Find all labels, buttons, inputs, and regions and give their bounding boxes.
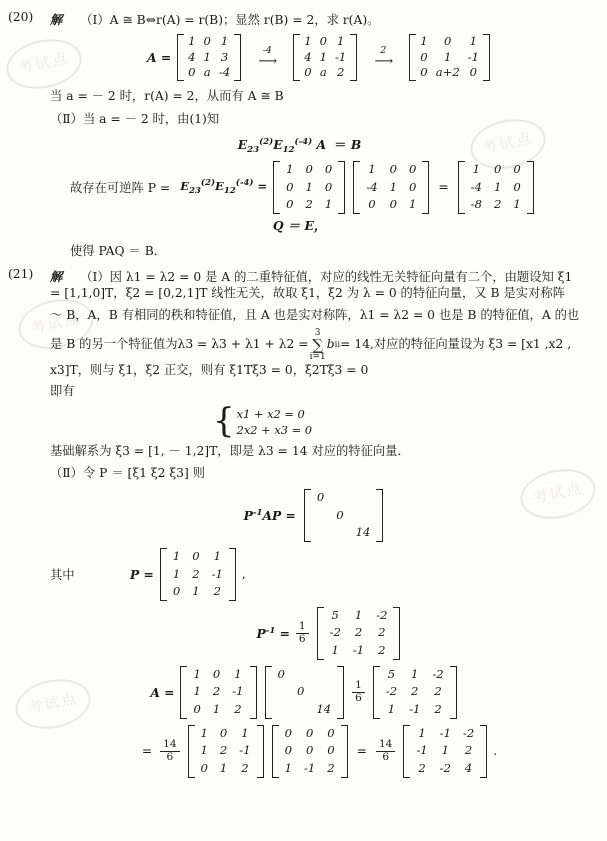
matrix-P-result: 1 0 0 -4 1 0 -8 2 1 xyxy=(458,161,534,214)
matrix-A-final: 1 -1 -2 -1 1 2 2 -2 4 xyxy=(403,725,487,778)
problem-20-line-3: （Ⅱ）当 a = － 2 时，由(1)知 xyxy=(50,111,220,126)
A-equation: A = 1 0 1 1 2 -1 0 1 2 0 0 14 $\frac{1}{6}$ 5 1 -2 -2 2 2 1 -1 2 xyxy=(18,666,591,719)
watermark-stamp: 考试点 xyxy=(2,33,86,96)
problem-21-header xyxy=(8,267,591,285)
watermark-stamp: 考试点 xyxy=(516,463,600,526)
problem-21-line-3: ～ B，A，B 有相同的秩和特征值，且 A 也是实对称阵，λ1 = λ2 = 0 也是 B 的特征值，A 的也 xyxy=(50,307,580,322)
problem-20-number: (20) xyxy=(8,10,34,24)
problem-21-number: (21) xyxy=(8,266,34,281)
P-exists-label: 故存在可逆阵 P = xyxy=(70,181,171,196)
system-eq-2: 2x2 + x3 = 0 xyxy=(236,423,313,438)
Q-equation: Q ＝ E， xyxy=(272,217,327,233)
matrix-A-label: A = xyxy=(147,49,172,65)
watermark-stamp: 考试点 xyxy=(14,293,98,356)
problem-20-line-1: （Ⅰ）A ≅ B⇔r(A) = r(B)；显然 r(B) = 2，求 r(A)。 xyxy=(80,13,380,27)
invertible-matrix-P-equation: 故存在可逆阵 P = $E_{23}^{(2)}E_{12}^{(-4)}$ = 1 0 0 0 1 0 0 2 1 1 0 0 -4 1 0 0 0 1 = 1 0 0 -4 1 0 -8 2 1 xyxy=(70,161,591,214)
watermark-stamp: 考试点 xyxy=(466,113,550,176)
problem-21-line-1: （Ⅰ）因 λ1 = λ2 = 0 是 A 的二重特征值，对应的线性无关特征向量有二个，由题设知 ξ1 xyxy=(80,269,573,284)
problem-21-line-2: = [1,1,0]T，ξ2 = [0,2,1]T 线性无关，故取 ξ1，ξ2 为 λ = 0 的特征向量，又 B 是实对称阵 xyxy=(50,285,565,300)
problem-21-line-7: 基础解系为 ξ3 = [1, － 1,2]T，即是 λ3 = 14 对应的特征向量． xyxy=(50,444,410,459)
problem-20-line-2: 当 a = － 2 时，r(A) = 2，从而有 A ≅ B xyxy=(50,88,284,103)
matrix-P-copy-2: 1 0 1 1 2 -1 0 1 2 xyxy=(188,725,264,778)
matrix-diagonal: 0 0 14 xyxy=(304,489,384,542)
solve-label: 解 xyxy=(50,12,63,27)
row-op-arrow-1: -4 ⟶ xyxy=(258,45,277,70)
row-op-arrow-2: 2 ⟶ xyxy=(374,45,393,70)
matrix-reduced: 0 0 0 0 0 0 1 -1 2 xyxy=(272,725,348,778)
P-inverse-equation: $P^{-1}$ = $\frac{1}{6}$ 5 1 -2 -2 2 2 1 -1 2 xyxy=(68,607,591,660)
problem-21 xyxy=(8,267,591,778)
arrow-right-icon: ⟶ xyxy=(374,54,393,70)
matrix-P: 1 0 1 1 2 -1 0 1 2 xyxy=(160,548,236,601)
problem-20-header xyxy=(8,10,591,28)
fraction-fourteen-sixths-2: $\frac{14}{6}$ xyxy=(376,739,395,763)
matrix-P-inverse: 5 1 -2 -2 2 2 1 -1 2 xyxy=(317,607,401,660)
left-brace-icon: { xyxy=(213,401,235,442)
problem-20-conclusion: 使得 PAQ ＝ B． xyxy=(70,243,167,258)
diagonalization-equation: $P^{-1}AP$ = 0 0 14 xyxy=(38,489,591,542)
arrow-right-icon: ⟶ xyxy=(258,54,277,70)
matrix-E12: 1 0 0 -4 1 0 0 0 1 xyxy=(353,161,429,214)
P-matrix-definition: 其中 P = 1 0 1 1 2 -1 0 1 2 , xyxy=(50,548,591,601)
matrix-E23: 1 0 0 0 1 0 0 2 1 xyxy=(273,161,345,214)
equation-system xyxy=(213,401,591,442)
where-label: 其中 xyxy=(50,568,75,583)
matrix-final: 1 0 1 0 1 -1 0 a+2 0 xyxy=(409,34,490,81)
problem-21-line-4: 是 B 的另一个特征值为λ3 = λ3 + λ1 + λ2 = 3 ∑ i=1 b ii = 14,对应的特征向量设为 ξ3 = [x1 ,x2 , xyxy=(50,327,572,362)
problem-20 xyxy=(8,10,591,261)
fraction-one-sixth: $\frac{1}{6}$ xyxy=(352,680,365,704)
matrix-reduction-chain xyxy=(48,34,591,81)
fraction-one-sixth: $\frac{1}{6}$ xyxy=(296,621,309,645)
elementary-matrix-equation: $E_{23}^{(2)}E_{12}^{(-4)}$ A ＝ B xyxy=(237,137,362,156)
matrix-intermediate: 1 0 1 4 1 -1 0 a 2 xyxy=(293,34,357,81)
solve-label: 解 xyxy=(50,268,63,284)
fraction-fourteen-sixths: $\frac{14}{6}$ xyxy=(160,739,179,763)
matrix-P-inverse-copy: 5 1 -2 -2 2 2 1 -1 2 xyxy=(373,666,457,719)
matrix-A: 1 0 1 4 1 3 0 a -4 xyxy=(177,34,241,81)
summation-symbol: 3 ∑ i=1 xyxy=(309,327,326,362)
problem-21-line-5: x3]T，则与 ξ1，ξ2 正交，则有 ξ1Tξ3 = 0，ξ2Tξ3 = 0 xyxy=(50,362,369,377)
watermark-stamp: 考试点 xyxy=(11,673,95,736)
system-eq-1: x1 + x2 = 0 xyxy=(236,407,305,422)
problem-21-line-8: （Ⅱ）令 P ＝ [ξ1 ξ2 ξ3] 则 xyxy=(50,466,205,481)
matrix-P-copy: 1 0 1 1 2 -1 0 1 2 xyxy=(180,666,256,719)
A-simplified-equation: = $\frac{14}{6}$ 1 0 1 1 2 -1 0 1 2 0 0 0 0 0 0 1 -1 2 = $\frac{14}{6}$ 1 -1 -2 -1 1 2 2 -2 4 . xyxy=(48,725,591,778)
matrix-diagonal-copy: 0 0 14 xyxy=(265,666,345,719)
problem-21-line-6: 即有 xyxy=(50,384,75,399)
